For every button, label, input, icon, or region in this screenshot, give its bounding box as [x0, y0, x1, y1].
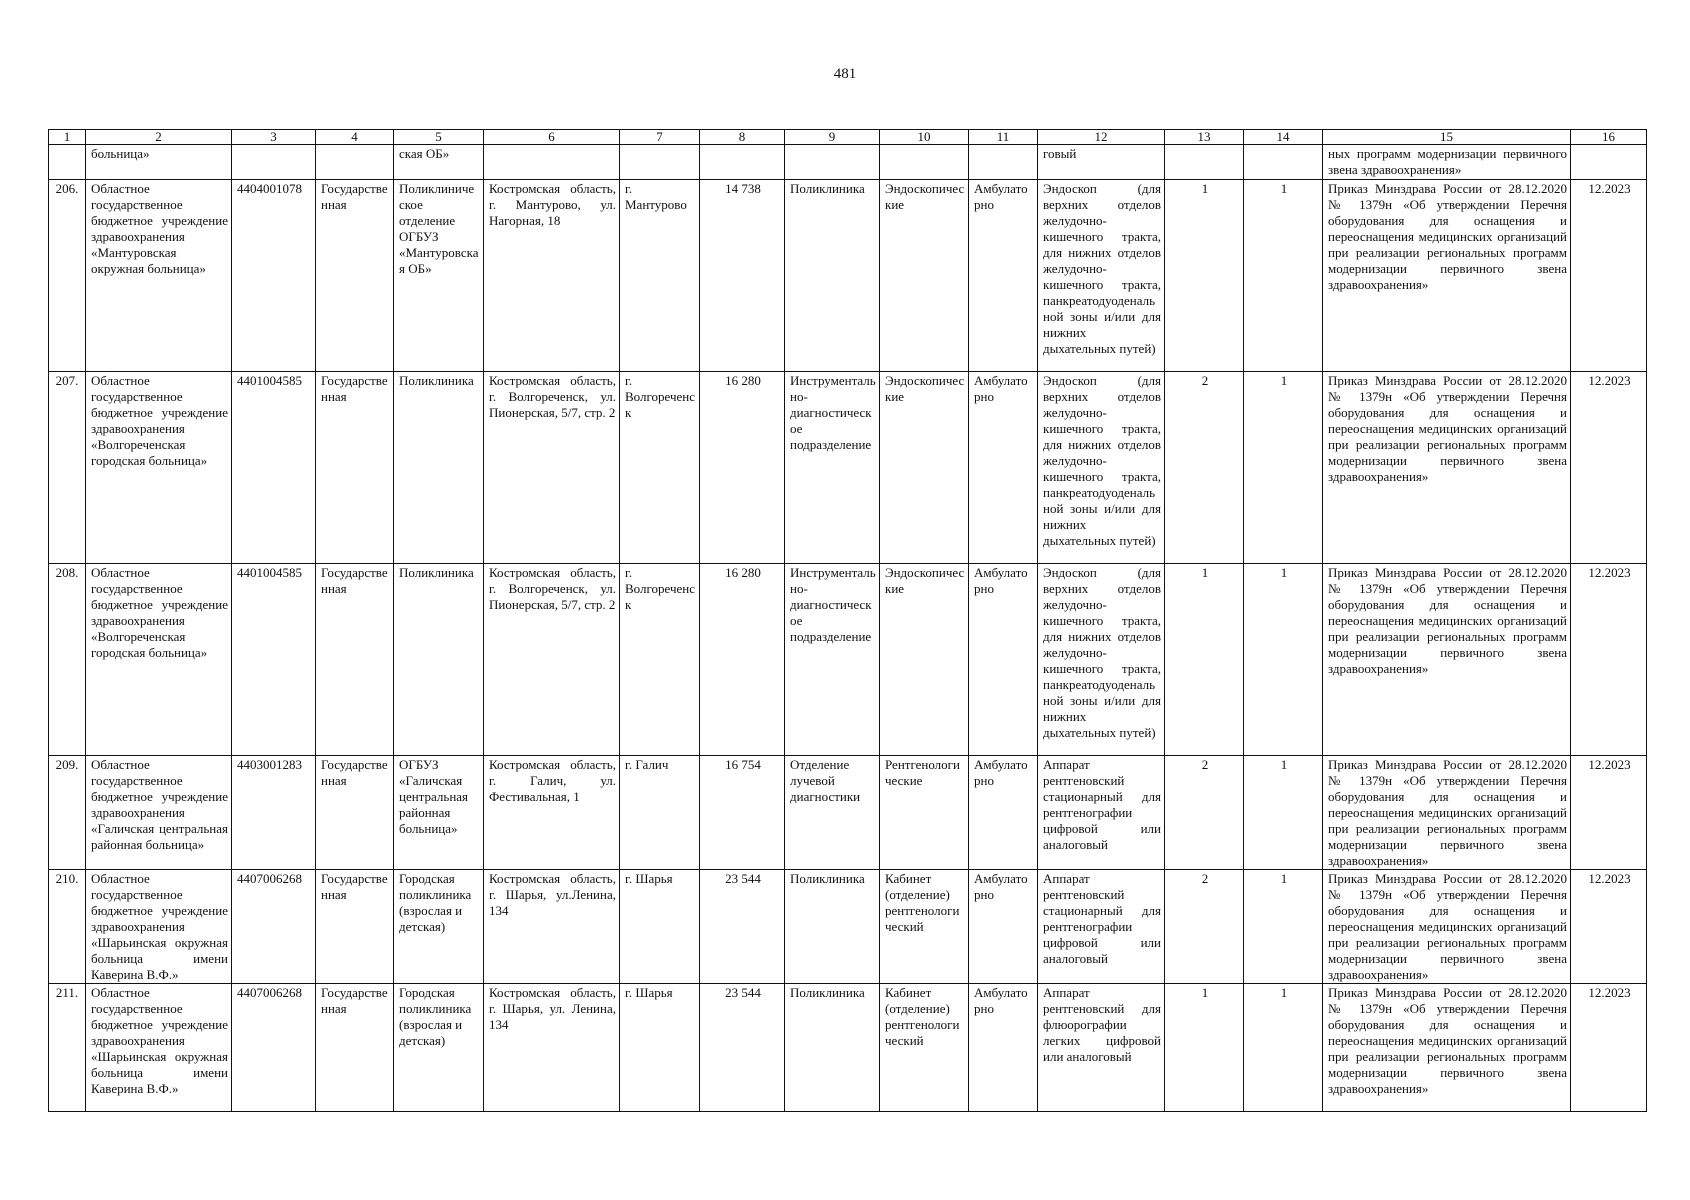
- cell-locality: г. Шарья: [620, 984, 700, 1112]
- column-number: 1: [49, 130, 86, 145]
- cell-equipment: Аппарат рентгеновский стационарный для рентгенографии цифровой или аналоговый: [1038, 756, 1165, 870]
- column-number: 14: [1244, 130, 1323, 145]
- cell-ownership: Государственная: [316, 180, 394, 372]
- cell-quantity-total: 2: [1165, 870, 1244, 984]
- cell-date: 12.2023: [1571, 756, 1647, 870]
- cell-locality: г. Волгореченск: [620, 564, 700, 756]
- cell-department: Поликлиника: [785, 984, 880, 1112]
- table-row: [49, 564, 1647, 756]
- cell-population: 16 754: [700, 756, 785, 870]
- cell-empty: [316, 145, 394, 180]
- cell-profile: Кабинет (отделение) рентгенологический: [880, 984, 969, 1112]
- cell-quantity-new: 1: [1244, 984, 1323, 1112]
- cell-unit: Городская поликлиника (взрослая и детская): [394, 870, 484, 984]
- cell-address: Костромская область, г. Галич, ул. Фестивальная, 1: [484, 756, 620, 870]
- cell-empty: [232, 145, 316, 180]
- column-number-row: [49, 130, 1647, 145]
- cell-quantity-new: 1: [1244, 564, 1323, 756]
- cell-population: 16 280: [700, 372, 785, 564]
- cell-empty: [785, 145, 880, 180]
- cell-institution: Областное государственное бюджетное учреждение здравоохранения «Галичская центральная районная больница»: [86, 756, 232, 870]
- cell-date: 12.2023: [1571, 180, 1647, 372]
- cell-quantity-total: 2: [1165, 372, 1244, 564]
- cell-unit: Поликлиника: [394, 372, 484, 564]
- cell-profile: Эндоскопические: [880, 372, 969, 564]
- cell-row-number: 208.: [49, 564, 86, 756]
- table-row: [49, 180, 1647, 372]
- table-row: [49, 984, 1647, 1112]
- cell-department: Поликлиника: [785, 180, 880, 372]
- column-number: 5: [394, 130, 484, 145]
- cell-ownership: Государственная: [316, 756, 394, 870]
- cell-care-type: Амбулаторно: [969, 372, 1038, 564]
- cell-institution: Областное государственное бюджетное учреждение здравоохранения «Шарьинская окружная больница имени Каверина В.Ф.»: [86, 984, 232, 1112]
- cell-empty: [1244, 145, 1323, 180]
- cell-department: Инструментально-диагностическое подразделение: [785, 372, 880, 564]
- cell-equipment: Аппарат рентгеновский для флюорографии легких цифровой или аналоговый: [1038, 984, 1165, 1112]
- cell-quantity-new: 1: [1244, 870, 1323, 984]
- cell-empty: [484, 145, 620, 180]
- cell-row-number: 207.: [49, 372, 86, 564]
- column-number: 12: [1038, 130, 1165, 145]
- cell-inn: 4403001283: [232, 756, 316, 870]
- cell-inn: 4407006268: [232, 984, 316, 1112]
- cell-ownership: Государственная: [316, 870, 394, 984]
- cell-unit: Поликлиника: [394, 564, 484, 756]
- cell-address: Костромская область, г. Шарья, ул.Ленина, 134: [484, 870, 620, 984]
- cell-row-number: 211.: [49, 984, 86, 1112]
- cell-empty: [969, 145, 1038, 180]
- cell-row-number: 206.: [49, 180, 86, 372]
- cell-care-type: Амбулаторно: [969, 564, 1038, 756]
- cell-ownership: Государственная: [316, 984, 394, 1112]
- cell-profile: Кабинет (отделение) рентгенологический: [880, 870, 969, 984]
- cell-institution: больница»: [86, 145, 232, 180]
- cell-address: Костромская область, г. Волгореченск, ул. Пионерская, 5/7, стр. 2: [484, 372, 620, 564]
- table-row: [49, 870, 1647, 984]
- cell-date: 12.2023: [1571, 372, 1647, 564]
- page-number: 481: [833, 66, 857, 82]
- cell-institution: Областное государственное бюджетное учреждение здравоохранения «Волгореченская городская больница»: [86, 372, 232, 564]
- table-row: [49, 372, 1647, 564]
- cell-institution: Областное государственное бюджетное учреждение здравоохранения «Мантуровская окружная больница»: [86, 180, 232, 372]
- cell-population: 16 280: [700, 564, 785, 756]
- cell-department: Поликлиника: [785, 870, 880, 984]
- cell-empty: [700, 145, 785, 180]
- cell-equipment: Эндоскоп (для верхних отделов желудочно-кишечного тракта, для нижних отделов желудочно-кишечного тракта, панкреатодуоденальной зоны и/или для нижних дыхательных путей): [1038, 180, 1165, 372]
- cell-locality: г. Волгореченск: [620, 372, 700, 564]
- cell-quantity-new: 1: [1244, 180, 1323, 372]
- cell-equipment: говый: [1038, 145, 1165, 180]
- cell-unit: Поликлиническое отделение ОГБУЗ «Мантуровская ОБ»: [394, 180, 484, 372]
- cell-empty: [1165, 145, 1244, 180]
- cell-basis: ных программ модернизации первичного звена здравоохранения»: [1323, 145, 1571, 180]
- cell-profile: Эндоскопические: [880, 564, 969, 756]
- cell-empty: [880, 145, 969, 180]
- cell-quantity-new: 1: [1244, 372, 1323, 564]
- cell-basis: Приказ Минздрава России от 28.12.2020 № 1379н «Об утверждении Перечня оборудования для оснащения и переоснащения медицинских организаций при реализации региональных программ модернизации первичного звена здравоохранения»: [1323, 756, 1571, 870]
- cell-quantity-total: 1: [1165, 180, 1244, 372]
- cell-care-type: Амбулаторно: [969, 870, 1038, 984]
- cell-date: 12.2023: [1571, 870, 1647, 984]
- cell-profile: Рентгенологические: [880, 756, 969, 870]
- cell-quantity-total: 1: [1165, 564, 1244, 756]
- column-number: 6: [484, 130, 620, 145]
- cell-equipment: Эндоскоп (для верхних отделов желудочно-кишечного тракта, для нижних отделов желудочно-кишечного тракта, панкреатодуоденальной зоны и/или для нижних дыхательных путей): [1038, 564, 1165, 756]
- column-number: 10: [880, 130, 969, 145]
- cell-empty: [1571, 145, 1647, 180]
- cell-address: Костромская область, г. Волгореченск, ул. Пионерская, 5/7, стр. 2: [484, 564, 620, 756]
- cell-inn: 4401004585: [232, 372, 316, 564]
- column-number: 11: [969, 130, 1038, 145]
- cell-inn: 4407006268: [232, 870, 316, 984]
- cell-profile: Эндоскопические: [880, 180, 969, 372]
- column-number: 4: [316, 130, 394, 145]
- cell-inn: 4401004585: [232, 564, 316, 756]
- cell-unit: ОГБУЗ «Галичская центральная районная больница»: [394, 756, 484, 870]
- cell-basis: Приказ Минздрава России от 28.12.2020 № 1379н «Об утверждении Перечня оборудования для оснащения и переоснащения медицинских организаций при реализации региональных программ модернизации первичного звена здравоохранения»: [1323, 564, 1571, 756]
- cell-locality: г. Галич: [620, 756, 700, 870]
- column-number: 9: [785, 130, 880, 145]
- cell-basis: Приказ Минздрава России от 28.12.2020 № 1379н «Об утверждении Перечня оборудования для оснащения и переоснащения медицинских организаций при реализации региональных программ модернизации первичного звена здравоохранения»: [1323, 180, 1571, 372]
- column-number: 7: [620, 130, 700, 145]
- cell-row-number: 209.: [49, 756, 86, 870]
- cell-unit: ская ОБ»: [394, 145, 484, 180]
- column-number: 16: [1571, 130, 1647, 145]
- cell-equipment: Аппарат рентгеновский стационарный для рентгенографии цифровой или аналоговый: [1038, 870, 1165, 984]
- cell-department: Отделение лучевой диагностики: [785, 756, 880, 870]
- table-row: [49, 756, 1647, 870]
- cell-locality: г. Мантурово: [620, 180, 700, 372]
- cell-address: Костромская область, г. Шарья, ул. Ленина, 134: [484, 984, 620, 1112]
- cell-population: 23 544: [700, 870, 785, 984]
- cell-locality: г. Шарья: [620, 870, 700, 984]
- cell-population: 14 738: [700, 180, 785, 372]
- column-number: 2: [86, 130, 232, 145]
- cell-quantity-total: 1: [1165, 984, 1244, 1112]
- cell-ownership: Государственная: [316, 564, 394, 756]
- cell-quantity-total: 2: [1165, 756, 1244, 870]
- cell-department: Инструментально-диагностическое подразделение: [785, 564, 880, 756]
- cell-quantity-new: 1: [1244, 756, 1323, 870]
- column-number: 8: [700, 130, 785, 145]
- cell-institution: Областное государственное бюджетное учреждение здравоохранения «Волгореченская городская больница»: [86, 564, 232, 756]
- cell-basis: Приказ Минздрава России от 28.12.2020 № 1379н «Об утверждении Перечня оборудования для оснащения и переоснащения медицинских организаций при реализации региональных программ модернизации первичного звена здравоохранения»: [1323, 984, 1571, 1112]
- cell-basis: Приказ Минздрава России от 28.12.2020 № 1379н «Об утверждении Перечня оборудования для оснащения и переоснащения медицинских организаций при реализации региональных программ модернизации первичного звена здравоохранения»: [1323, 372, 1571, 564]
- cell-row-number: 210.: [49, 870, 86, 984]
- cell-empty: [49, 145, 86, 180]
- cell-date: 12.2023: [1571, 564, 1647, 756]
- cell-empty: [620, 145, 700, 180]
- cell-ownership: Государственная: [316, 372, 394, 564]
- cell-care-type: Амбулаторно: [969, 756, 1038, 870]
- cell-unit: Городская поликлиника (взрослая и детская): [394, 984, 484, 1112]
- cell-equipment: Эндоскоп (для верхних отделов желудочно-кишечного тракта, для нижних отделов желудочно-кишечного тракта, панкреатодуоденальной зоны и/или для нижних дыхательных путей): [1038, 372, 1165, 564]
- column-number: 3: [232, 130, 316, 145]
- cell-inn: 4404001078: [232, 180, 316, 372]
- cell-basis: Приказ Минздрава России от 28.12.2020 № 1379н «Об утверждении Перечня оборудования для оснащения и переоснащения медицинских организаций при реализации региональных программ модернизации первичного звена здравоохранения»: [1323, 870, 1571, 984]
- column-number: 13: [1165, 130, 1244, 145]
- continuation-row: [49, 145, 1647, 180]
- cell-institution: Областное государственное бюджетное учреждение здравоохранения «Шарьинская окружная больница имени Каверина В.Ф.»: [86, 870, 232, 984]
- cell-care-type: Амбулаторно: [969, 984, 1038, 1112]
- equipment-registry-table: [48, 129, 1647, 1112]
- cell-date: 12.2023: [1571, 984, 1647, 1112]
- cell-population: 23 544: [700, 984, 785, 1112]
- column-number: 15: [1323, 130, 1571, 145]
- cell-care-type: Амбулаторно: [969, 180, 1038, 372]
- cell-address: Костромская область, г. Мантурово, ул. Нагорная, 18: [484, 180, 620, 372]
